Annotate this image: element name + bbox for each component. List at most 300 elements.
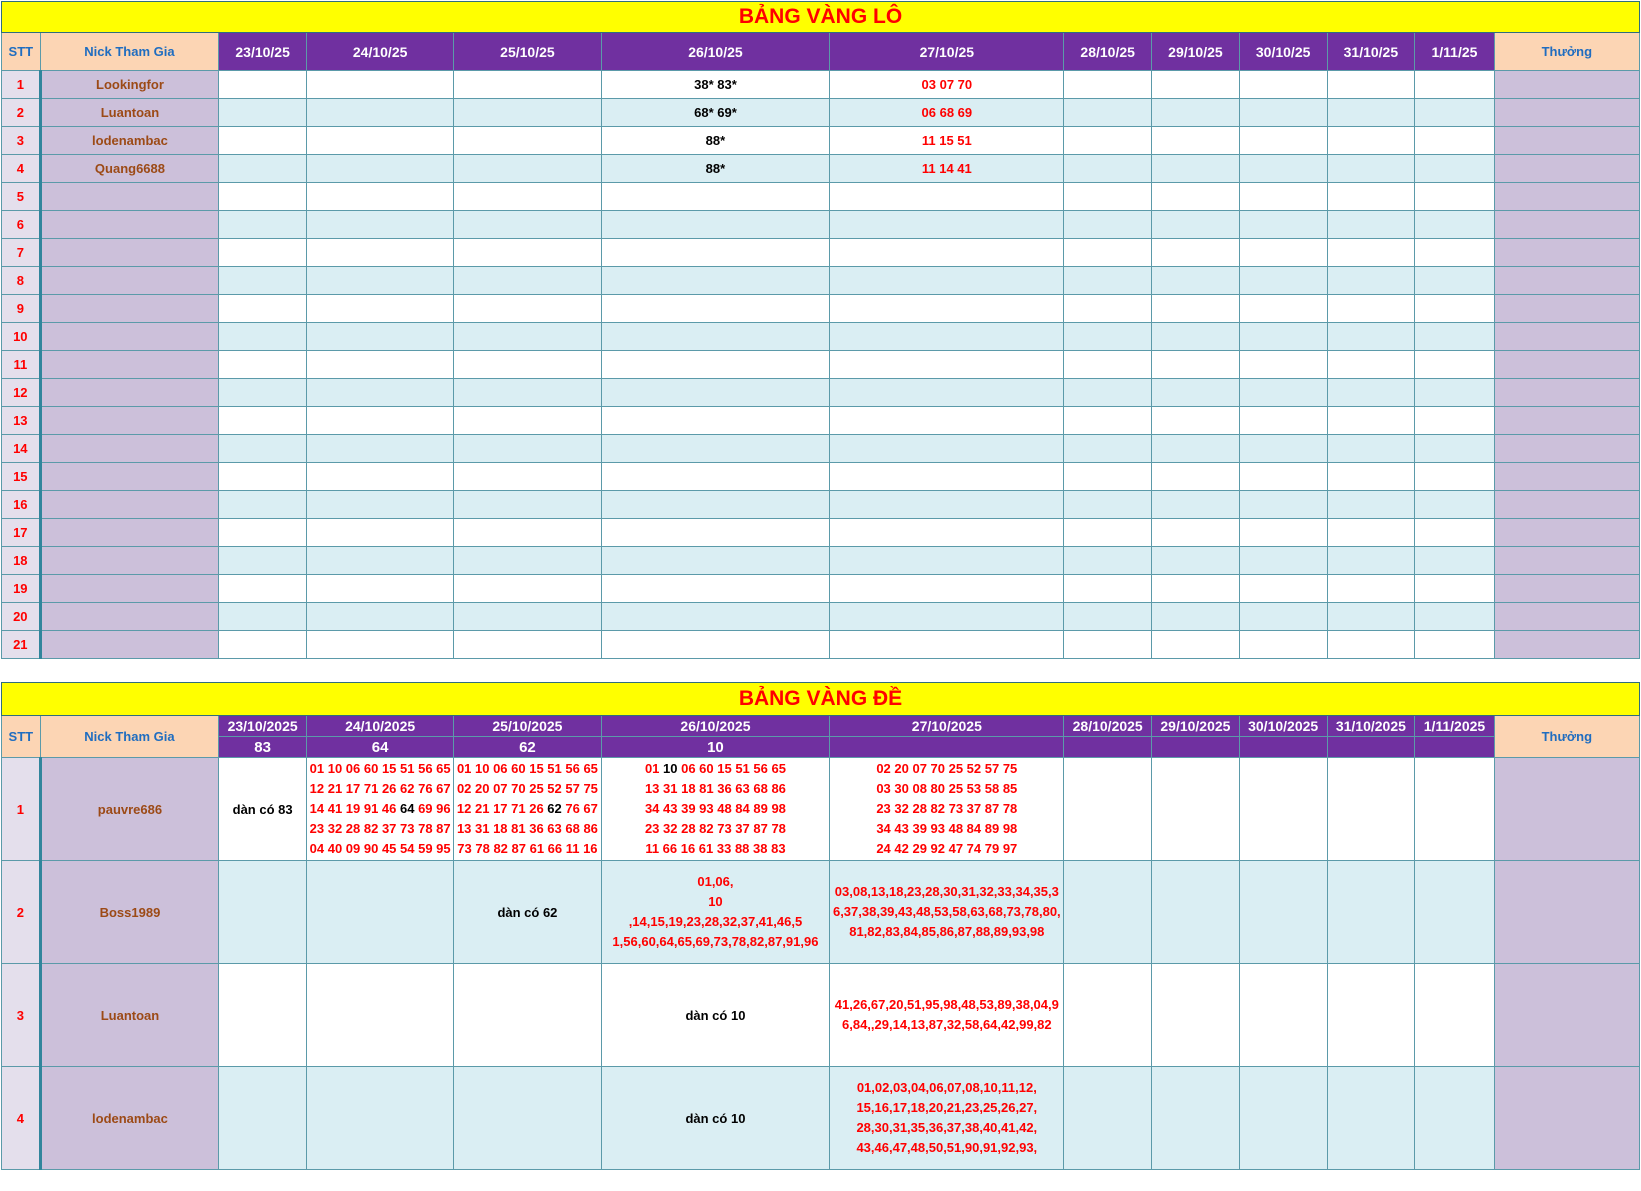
cell-d24 [307,603,454,631]
cell-d26 [601,861,830,964]
lo-header-nick: Nick Tham Gia [40,33,219,71]
cell-d28 [1064,323,1152,351]
number-segment: 14 41 19 91 46 [309,801,400,816]
cell-d29 [1152,267,1240,295]
number-segment: 69 96 [414,801,451,816]
cell-d28 [1064,295,1152,323]
row-nick: Boss1989 [40,861,219,964]
number-line: 15,16,17,18,20,21,23,25,26,27, [856,1100,1038,1115]
cell-d25 [454,1067,601,1170]
de-result [1239,737,1327,758]
row-thuong [1494,964,1639,1067]
number-segment: 23 32 28 82 37 73 78 87 [309,821,451,836]
cell-d24 [307,71,454,99]
cell-d27: 06 68 69 [830,99,1064,127]
number-line [307,799,453,819]
de-header-date: 26/10/2025 [601,716,830,737]
number-line [454,819,600,839]
cell-d30 [1239,463,1327,491]
cell-d30 [1239,183,1327,211]
cell-d25 [454,71,601,99]
row-nick: lodenambac [40,1067,219,1170]
row-thuong [1494,379,1639,407]
cell-d29 [1152,964,1240,1067]
cell-d24 [307,127,454,155]
number-segment: 01 [644,761,664,776]
table-row [2,758,1640,861]
cell-d31 [1327,183,1415,211]
cell-d27 [830,351,1064,379]
cell-d31 [1327,323,1415,351]
de-header-date: 23/10/2025 [219,716,307,737]
de-result [830,737,1064,758]
de-result: 10 [601,737,830,758]
cell-d28 [1064,964,1152,1067]
cell-d25 [454,964,601,1067]
row-stt: 4 [2,1067,41,1170]
cell-d25 [454,183,601,211]
row-stt: 21 [2,631,41,659]
lo-header-date: 31/10/25 [1327,33,1415,71]
cell-d31 [1327,631,1415,659]
cell-d31 [1327,964,1415,1067]
cell-d23 [219,631,307,659]
row-nick [40,267,219,295]
de-result [1152,737,1240,758]
cell-d01 [1415,603,1494,631]
number-segment: 10 [663,761,678,776]
number-line [307,839,453,859]
row-thuong [1494,861,1639,964]
cell-d30 [1239,603,1327,631]
cell-d28 [1064,239,1152,267]
cell-d30 [1239,1067,1327,1170]
cell-d01 [1415,575,1494,603]
cell-d28 [1064,519,1152,547]
cell-d26 [601,267,830,295]
cell-d27 [830,964,1064,1067]
table-row [2,1067,1640,1170]
cell-d24 [307,295,454,323]
cell-d31 [1327,71,1415,99]
lo-table [1,1,1640,659]
cell-d24 [307,758,454,861]
row-stt: 11 [2,351,41,379]
row-stt: 15 [2,463,41,491]
cell-d01 [1415,155,1494,183]
cell-d27 [830,491,1064,519]
number-segment: 01 10 06 60 15 51 56 65 [456,761,598,776]
cell-d30 [1239,295,1327,323]
cell-d01 [1415,1067,1494,1170]
row-stt: 2 [2,99,41,127]
row-stt: 6 [2,211,41,239]
cell-d31 [1327,1067,1415,1170]
cell-d26 [601,519,830,547]
number-line: 28,30,31,35,36,37,38,40,41,42, [856,1120,1038,1135]
row-thuong [1494,211,1639,239]
row-thuong [1494,267,1639,295]
row-nick [40,211,219,239]
number-line [602,819,830,839]
cell-d26 [601,631,830,659]
cell-d28 [1064,71,1152,99]
cell-d23 [219,127,307,155]
number-line: 03,08,13,18,23,28,30,31,32,33,34,35,3 [834,884,1059,899]
cell-d28 [1064,861,1152,964]
table-row [2,211,1640,239]
cell-d25 [454,323,601,351]
row-thuong [1494,575,1639,603]
cell-d28 [1064,351,1152,379]
number-line [454,759,600,779]
row-nick [40,183,219,211]
number-segment: 76 67 [561,801,598,816]
cell-d30 [1239,575,1327,603]
cell-d27 [830,267,1064,295]
lo-header-date: 27/10/25 [830,33,1064,71]
row-thuong [1494,239,1639,267]
row-thuong [1494,491,1639,519]
cell-d27 [830,435,1064,463]
cell-d24 [307,379,454,407]
cell-d23 [219,155,307,183]
de-header-date: 29/10/2025 [1152,716,1240,737]
cell-d31 [1327,211,1415,239]
row-thuong [1494,323,1639,351]
cell-d23 [219,519,307,547]
cell-d29 [1152,1067,1240,1170]
table-row [2,155,1640,183]
cell-d25 [454,211,601,239]
cell-d31 [1327,267,1415,295]
cell-d01 [1415,183,1494,211]
cell-d29 [1152,323,1240,351]
cell-d23 [219,183,307,211]
cell-d29 [1152,351,1240,379]
row-nick [40,435,219,463]
number-line: 03 30 08 80 25 53 58 85 [876,781,1018,796]
row-thuong [1494,758,1639,861]
number-segment: 62 [547,801,562,816]
de-header-date: 25/10/2025 [454,716,601,737]
cell-d29 [1152,127,1240,155]
cell-d24 [307,491,454,519]
row-stt: 14 [2,435,41,463]
cell-d25 [454,407,601,435]
cell-d25 [454,99,601,127]
cell-d01 [1415,631,1494,659]
de-result: 83 [219,737,307,758]
cell-d23 [219,379,307,407]
cell-d24 [307,155,454,183]
cell-d01 [1415,239,1494,267]
cell-d27 [830,379,1064,407]
cell-d24 [307,267,454,295]
table-row [2,323,1640,351]
row-nick [40,379,219,407]
cell-d26 [601,407,830,435]
cell-d24 [307,323,454,351]
row-thuong [1494,71,1639,99]
cell-d01 [1415,519,1494,547]
cell-d26 [601,575,830,603]
cell-d24 [307,547,454,575]
number-line: 02 20 07 70 25 52 57 75 [876,761,1018,776]
table-row [2,239,1640,267]
cell-d24 [307,463,454,491]
cell-d25 [454,547,601,575]
table-row [2,575,1640,603]
number-segment: 12 21 17 71 26 [456,801,548,816]
row-nick [40,463,219,491]
number-line: 1,56,60,64,65,69,73,78,82,87,91,96 [612,934,819,949]
cell-d25: dàn có 62 [454,861,601,964]
cell-d24 [307,99,454,127]
row-stt: 3 [2,964,41,1067]
de-header-date: 31/10/2025 [1327,716,1415,737]
number-line [307,819,453,839]
de-header-date: 28/10/2025 [1064,716,1152,737]
row-stt: 19 [2,575,41,603]
cell-d29 [1152,379,1240,407]
row-thuong [1494,127,1639,155]
cell-d26 [601,211,830,239]
cell-d27 [830,519,1064,547]
cell-d25 [454,379,601,407]
cell-d25 [454,267,601,295]
cell-d26: 88* [601,155,830,183]
cell-d30 [1239,547,1327,575]
number-segment: 06 60 15 51 56 65 [677,761,786,776]
lo-header-date: 24/10/25 [307,33,454,71]
row-stt: 4 [2,155,41,183]
cell-d27 [830,183,1064,211]
cell-d01 [1415,964,1494,1067]
cell-d26 [601,491,830,519]
de-table [1,682,1640,1170]
cell-d31 [1327,239,1415,267]
cell-d30 [1239,351,1327,379]
cell-d26: 38* 83* [601,71,830,99]
cell-d31 [1327,295,1415,323]
cell-d28 [1064,631,1152,659]
number-line [602,779,830,799]
table-row [2,295,1640,323]
row-thuong [1494,99,1639,127]
cell-d27 [830,463,1064,491]
cell-d26 [601,547,830,575]
cell-d30 [1239,407,1327,435]
cell-d28 [1064,758,1152,861]
row-stt: 3 [2,127,41,155]
lo-header-date: 29/10/25 [1152,33,1240,71]
cell-d31 [1327,99,1415,127]
row-nick: Quang6688 [40,155,219,183]
row-nick: Luantoan [40,99,219,127]
cell-d29 [1152,519,1240,547]
cell-d31 [1327,155,1415,183]
row-nick [40,351,219,379]
row-stt: 17 [2,519,41,547]
row-stt: 1 [2,758,41,861]
table-row [2,463,1640,491]
number-segment: 23 32 28 82 73 37 87 78 [644,821,786,836]
row-stt: 13 [2,407,41,435]
cell-d29 [1152,547,1240,575]
cell-d23 [219,267,307,295]
cell-d24 [307,964,454,1067]
cell-d01 [1415,463,1494,491]
cell-d24 [307,861,454,964]
cell-d26 [601,183,830,211]
cell-d23 [219,463,307,491]
row-nick [40,631,219,659]
cell-d31 [1327,575,1415,603]
cell-d25 [454,758,601,861]
row-stt: 18 [2,547,41,575]
cell-d27 [830,547,1064,575]
cell-d27: 11 14 41 [830,155,1064,183]
number-line: 10 [708,894,723,909]
cell-d27: 03 07 70 [830,71,1064,99]
table-row [2,267,1640,295]
number-line [602,799,830,819]
de-header-nick: Nick Tham Gia [40,716,219,758]
cell-d28 [1064,603,1152,631]
cell-d29 [1152,435,1240,463]
cell-d30 [1239,861,1327,964]
cell-d23 [219,964,307,1067]
lo-header-date: 26/10/25 [601,33,830,71]
cell-d30 [1239,519,1327,547]
cell-d29 [1152,861,1240,964]
cell-d31 [1327,547,1415,575]
row-thuong [1494,1067,1639,1170]
cell-d30 [1239,379,1327,407]
row-thuong [1494,463,1639,491]
cell-d28 [1064,407,1152,435]
cell-d25 [454,435,601,463]
cell-d29 [1152,211,1240,239]
row-thuong [1494,407,1639,435]
cell-d27 [830,861,1064,964]
cell-d01 [1415,211,1494,239]
de-result: 62 [454,737,601,758]
lo-title: BẢNG VÀNG LÔ [2,2,1640,33]
row-stt: 8 [2,267,41,295]
cell-d29 [1152,407,1240,435]
table-row [2,99,1640,127]
row-thuong [1494,435,1639,463]
number-segment: 34 43 39 93 48 84 89 98 [644,801,786,816]
cell-d25 [454,155,601,183]
cell-d25 [454,295,601,323]
number-line [307,759,453,779]
row-stt: 1 [2,71,41,99]
cell-d23: dàn có 83 [219,758,307,861]
cell-d23 [219,547,307,575]
cell-d26: dàn có 10 [601,964,830,1067]
number-segment: 64 [400,801,415,816]
cell-d27 [830,758,1064,861]
cell-d26 [601,351,830,379]
cell-d27 [830,211,1064,239]
row-stt: 9 [2,295,41,323]
cell-d28 [1064,547,1152,575]
cell-d27 [830,323,1064,351]
cell-d31 [1327,861,1415,964]
de-result: 64 [307,737,454,758]
cell-d26: 88* [601,127,830,155]
cell-d23 [219,211,307,239]
cell-d25 [454,239,601,267]
number-line: 6,84,,29,14,13,87,32,58,64,42,99,82 [842,1017,1052,1032]
cell-d28 [1064,99,1152,127]
cell-d28 [1064,463,1152,491]
de-result [1415,737,1494,758]
de-header-date: 24/10/2025 [307,716,454,737]
cell-d23 [219,71,307,99]
number-segment: 13 31 18 81 36 63 68 86 [456,821,598,836]
row-thuong [1494,603,1639,631]
number-segment: 01 10 06 60 15 51 56 65 [309,761,451,776]
cell-d01 [1415,127,1494,155]
cell-d31 [1327,519,1415,547]
row-thuong [1494,631,1639,659]
de-header-date: 27/10/2025 [830,716,1064,737]
cell-d24 [307,239,454,267]
number-segment: 73 78 82 87 61 66 11 16 [457,841,598,856]
table-row [2,603,1640,631]
cell-d28 [1064,1067,1152,1170]
cell-d29 [1152,758,1240,861]
cell-d23 [219,1067,307,1170]
cell-d27 [830,407,1064,435]
cell-d28 [1064,211,1152,239]
number-line: 23 32 28 82 73 37 87 78 [876,801,1018,816]
cell-d25 [454,491,601,519]
number-line: 6,37,38,39,43,48,53,58,63,68,73,78,80, [832,904,1061,919]
lo-header-date: 23/10/25 [219,33,307,71]
cell-d28 [1064,127,1152,155]
number-segment: 02 20 07 70 25 52 57 75 [456,781,598,796]
table-row [2,407,1640,435]
cell-d28 [1064,267,1152,295]
number-segment: 11 66 16 61 33 88 38 83 [645,841,786,856]
table-row [2,631,1640,659]
cell-d30 [1239,155,1327,183]
cell-d27 [830,603,1064,631]
number-segment: 13 31 18 81 36 63 68 86 [644,781,786,796]
row-thuong [1494,547,1639,575]
cell-d31 [1327,435,1415,463]
cell-d26 [601,758,830,861]
number-line [454,839,600,859]
cell-d29 [1152,71,1240,99]
cell-d01 [1415,861,1494,964]
cell-d25 [454,603,601,631]
cell-d24 [307,183,454,211]
cell-d31 [1327,463,1415,491]
cell-d26: 68* 69* [601,99,830,127]
cell-d29 [1152,603,1240,631]
cell-d29 [1152,491,1240,519]
cell-d30 [1239,239,1327,267]
cell-d01 [1415,267,1494,295]
table-row [2,127,1640,155]
cell-d31 [1327,603,1415,631]
